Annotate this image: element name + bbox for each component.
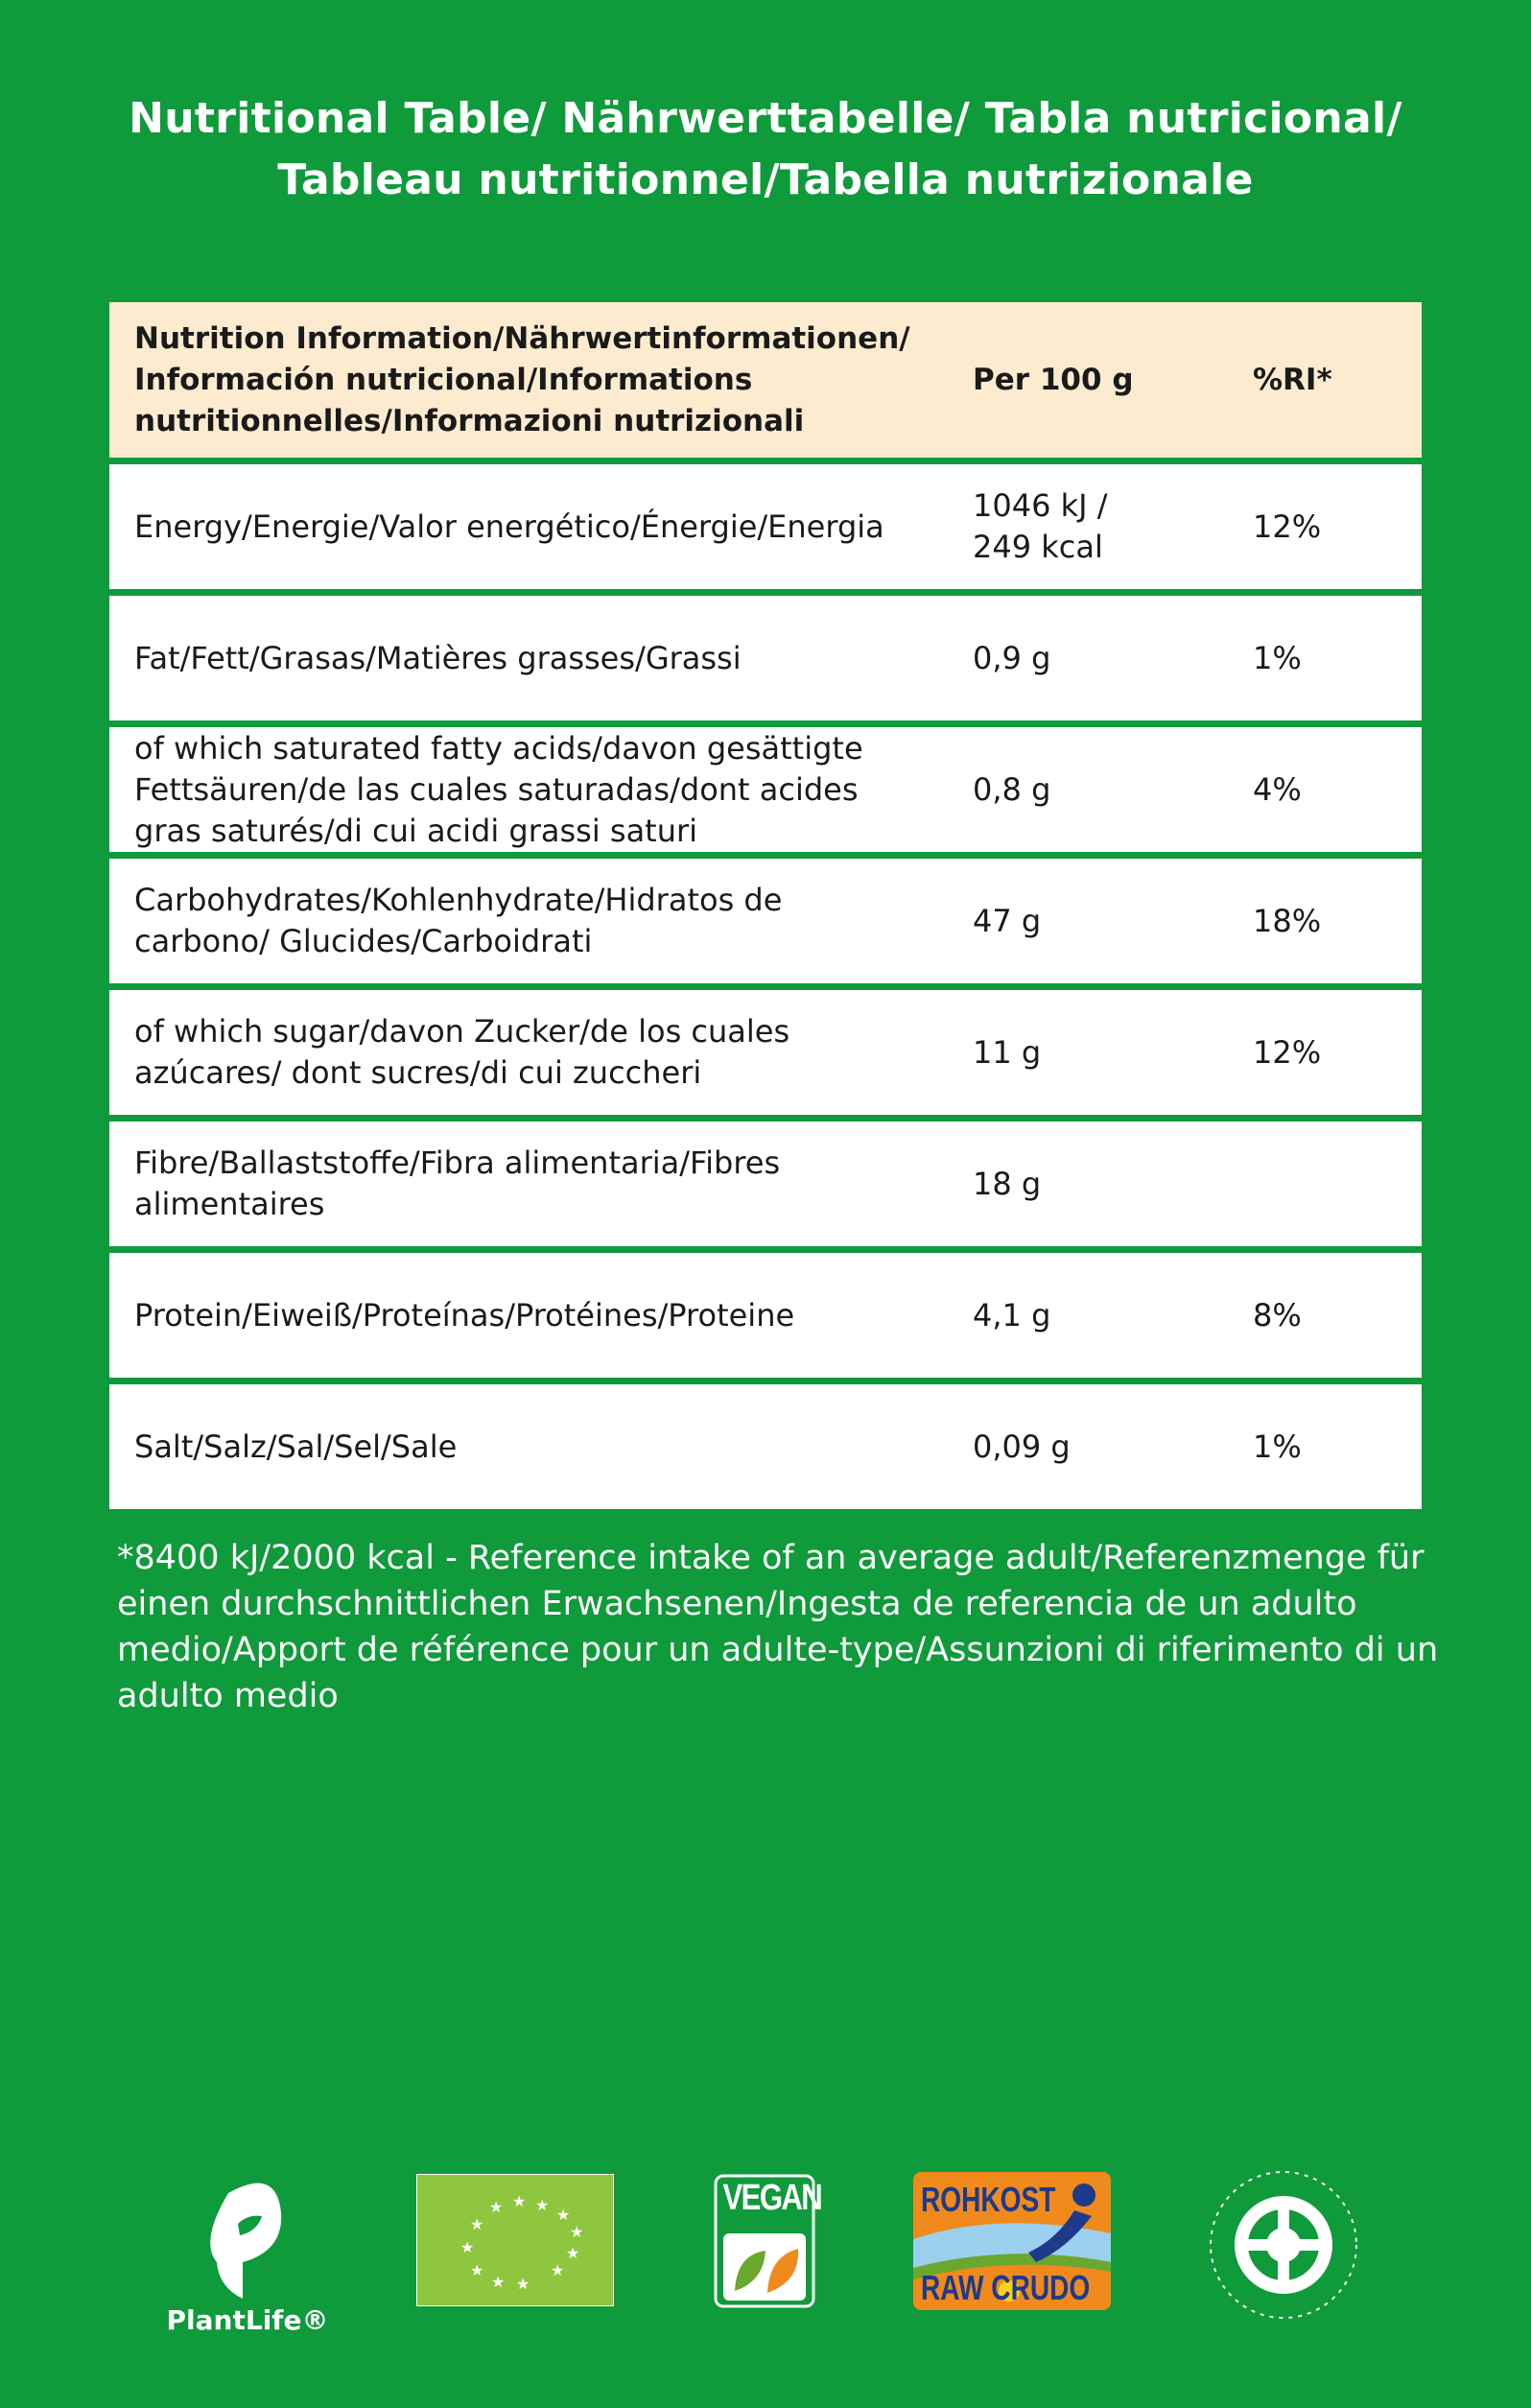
plantlife-wordmark: PlantLife® <box>166 2304 329 2336</box>
table-row <box>109 727 1422 852</box>
row-fibre-name: Fibre/Ballaststoffe/Fibra alimentaria/Fibres alimentaires <box>109 1121 948 1246</box>
rohkost-top-text: ROHKOST <box>921 2180 1056 2219</box>
nutrition-table <box>109 295 1422 1516</box>
row-protein-per: 4,1 g <box>948 1253 1228 1378</box>
title-line-1: Nutritional Table/ Nährwerttabelle/ Tabla nutricional/ <box>129 94 1402 143</box>
row-energy-name: Energy/Energie/Valor energético/Énergie/Energia <box>109 464 948 589</box>
row-sugar-name: of which sugar/davon Zucker/de los cuales azúcares/ dont sucres/di cui zuccheri <box>109 990 948 1115</box>
svg-text:★: ★ <box>512 2192 527 2210</box>
table-row <box>109 596 1422 720</box>
svg-text:★: ★ <box>516 2275 530 2293</box>
row-fat-ri: 1% <box>1228 596 1422 720</box>
table-header-row <box>109 302 1422 458</box>
page-title <box>0 88 1531 211</box>
table-row <box>109 1384 1422 1509</box>
header-per-100g: Per 100 g <box>948 302 1228 458</box>
svg-text:★: ★ <box>556 2206 571 2224</box>
reference-intake-footnote: *8400 kJ/2000 kcal - Reference intake of an average adult/Referenzmenge für einen durchschnittlichen Erwachsenen/Ingesta de referencia de un adulto medio/Apport de référence pour un adulte-type/Assunzioni di riferimento di un adulto medio <box>117 1539 1439 1715</box>
certification-logos <box>0 2168 1531 2360</box>
row-fat-name: Fat/Fett/Grasas/Matières grasses/Grassi <box>109 596 948 720</box>
row-salt-name: Salt/Salz/Sal/Sel/Sale <box>109 1384 948 1509</box>
table-row <box>109 990 1422 1115</box>
table-row <box>109 1253 1422 1378</box>
table-row <box>109 464 1422 589</box>
svg-text:★: ★ <box>460 2238 475 2256</box>
row-fat-per: 0,9 g <box>948 596 1228 720</box>
table-row <box>109 1121 1422 1246</box>
svg-text:★: ★ <box>566 2244 580 2262</box>
svg-text:★: ★ <box>491 2273 506 2291</box>
row-energy-ri: 12% <box>1228 464 1422 589</box>
svg-text:★: ★ <box>489 2198 504 2216</box>
svg-text:★: ★ <box>570 2223 584 2241</box>
row-salt-per: 0,09 g <box>948 1384 1228 1509</box>
row-fibre-per: 18 g <box>948 1121 1228 1246</box>
row-carbohydrates-name: Carbohydrates/Kohlenhydrate/Hidratos de carbono/ Glucides/Carboidrati <box>109 859 948 983</box>
row-saturated-per: 0,8 g <box>948 727 1228 852</box>
svg-text:★: ★ <box>470 2215 484 2233</box>
sharetrade-logo-icon <box>1207 2168 1360 2322</box>
row-sugar-per: 11 g <box>948 990 1228 1115</box>
header-nutrition-information: Nutrition Information/Nährwertinformationen/ Información nutricional/Informations nutritionnelles/Informazioni nutrizionali <box>109 302 948 458</box>
row-carbohydrates-ri: 18% <box>1228 859 1422 983</box>
row-carbohydrates-per: 47 g <box>948 859 1228 983</box>
rohkost-bottom-text: RAW CRUDO <box>921 2268 1091 2307</box>
vegan-label-icon <box>714 2174 822 2308</box>
vegan-label-text: VEGAN <box>722 2178 822 2218</box>
row-energy-per: 1046 kJ / 249 kcal <box>948 464 1228 589</box>
svg-text:★: ★ <box>551 2261 565 2279</box>
title-line-2: Tableau nutritionnel/Tabella nutrizionale <box>277 155 1254 204</box>
table-row <box>109 859 1422 983</box>
row-sugar-ri: 12% <box>1228 990 1422 1115</box>
row-protein-name: Protein/Eiweiß/Proteínas/Protéines/Proteine <box>109 1253 948 1378</box>
rohkost-raw-crudo-icon <box>913 2172 1111 2310</box>
eu-organic-leaf-icon <box>416 2174 614 2306</box>
header-ri: %RI* <box>1228 302 1422 458</box>
row-fibre-ri <box>1228 1121 1422 1246</box>
svg-text:★: ★ <box>535 2196 550 2214</box>
row-protein-ri: 8% <box>1228 1253 1422 1378</box>
plantlife-logo-icon <box>161 2174 334 2337</box>
row-saturated-name: of which saturated fatty acids/davon gesättigte Fettsäuren/de las cuales saturadas/dont acides gras saturés/di cui acidi grassi saturi <box>109 727 948 852</box>
row-saturated-ri: 4% <box>1228 727 1422 852</box>
row-salt-ri: 1% <box>1228 1384 1422 1509</box>
svg-text:★: ★ <box>470 2261 484 2279</box>
